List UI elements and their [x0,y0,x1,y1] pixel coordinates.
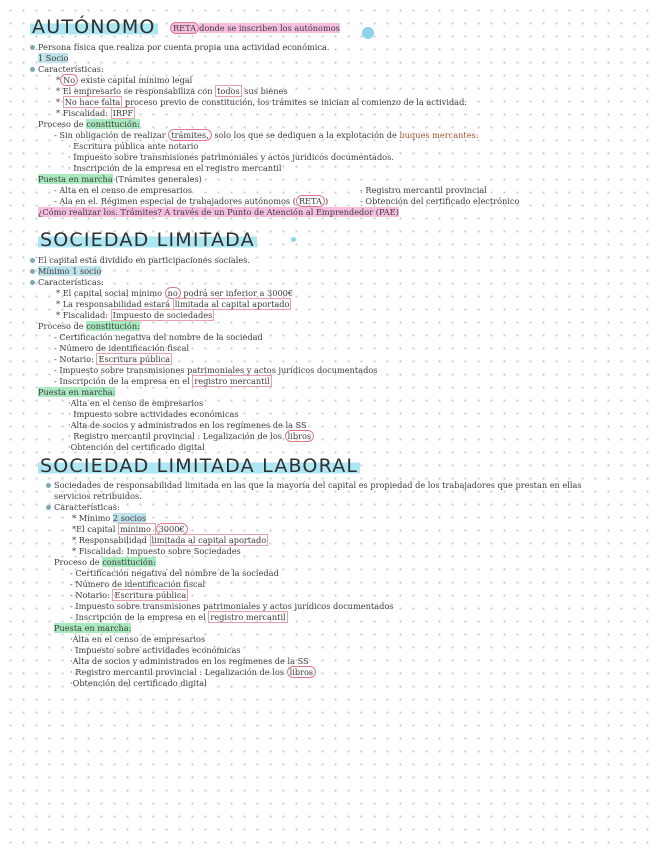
sl-char-2: * La responsabilidad estará limitada al capital aportado [56,299,290,309]
sll-proceso: Proceso de constitución: [54,557,156,567]
sll-marcha-1: ·Alta en el censo de empresarios [70,634,206,644]
autonomo-marcha-1: - Alta en el censo de empresarios [54,185,192,195]
sl-puesta-marcha: Puesta en marcha: [38,387,116,397]
sll-proc-4: - Impuesto sobre transmisiones patrimoniales y actos jurídicos documentados [70,601,394,611]
autonomo-char-4: * Fiscalidad: IRPF [56,108,134,118]
sl-proceso: Proceso de constitución: [38,321,140,331]
sll-definition-1: Sociedades de responsabilidad limitada en las que la mayoría del capital es propiedad de los trabajadores que prestan en ellas [46,480,582,490]
sll-marcha-3: ·Alta de socios y administrados en los regímenes de la SS [70,656,309,666]
autonomo-proc-4: · Inscripción de la empresa en el registro mercantil [68,163,282,173]
autonomo-proc-3: · Impuesto sobre transmisiones patrimoniales y actos jurídicos documentados. [68,152,394,162]
autonomo-marcha-2: - Ala en el. Régimen especial de trabajadores autónomos ( RETA ) [54,196,329,206]
sl-marcha-5: ·Obtención del certificado digital [68,442,205,452]
sll-char-1: * Mínimo 2 socios [72,513,147,523]
sll-title [38,455,360,477]
autonomo-caracteristicas: Características: [30,64,104,74]
sll-char-2: *El capital mínimo 3000€ [72,524,188,534]
sl-marcha-2: · Impuesto sobre actividades económicas [68,409,239,419]
autonomo-proceso: Proceso de constitución: [38,119,140,129]
sl-title [38,229,257,251]
sl-proc-4: - Impuesto sobre transmisiones patrimoniales y actos jurídicos documentados [54,365,378,375]
sl-socios: Mínimo 1 socio [30,266,101,276]
autonomo-char-3: * No hace falta proceso previo de constitución, los trámites se inician al comienzo de la actividad. [56,97,467,107]
sll-proc-3: - Notario: Escritura pública [70,590,187,600]
sl-char-1: * El capital social mínimo no podrá ser inferior a 3000€ [56,288,294,298]
sll-proc-1: - Certificación negativa del nombre de la sociedad [70,568,279,578]
autonomo-definition: Persona física que realiza por cuenta propia una actividad económica. [30,42,329,52]
sl-proc-5: - Inscripción de la empresa en el registro mercantil [54,376,270,386]
sl-proc-2: - Número de identificación fiscal [54,343,190,353]
reta-description: donde se inscriben los autónomos [199,23,340,33]
sll-title-text: SOCIEDAD LIMITADA LABORAL [40,455,359,477]
sl-title-text: SOCIEDAD LIMITADA [40,229,255,251]
sl-marcha-3: ·Alta de socios y administrados en los regímenes de la SS [68,420,307,430]
sll-caracteristicas: Características: [46,502,120,512]
sl-proc-3: - Notario: Escritura pública [54,354,171,364]
autonomo-puesta-marcha: Puesta en marcha (Trámites generales) [38,174,202,184]
decor-dot [362,27,374,39]
autonomo-title-text: AUTÓNOMO [32,16,156,38]
sll-marcha-4: · Registro mercantil provincial : Legalización de los libros [70,667,316,677]
decor-dot [291,237,296,242]
sll-proc-5: - Inscripción de la empresa en el registro mercantil [70,612,286,622]
sll-definition-2: servicios retribuidos. [54,491,142,501]
sll-char-4: * Fiscalidad: Impuesto sobre Sociedades [72,546,241,556]
autonomo-title [30,16,158,38]
sll-marcha-2: · Impuesto sobre actividades económicas [70,645,241,655]
sl-marcha-1: ·Alta en el censo de empresarios [68,398,204,408]
reta-note [170,23,340,33]
autonomo-char-1: * No existe capital mínimo legal [56,75,193,85]
sll-char-3: * Responsabilidad limitada al capital aportado [72,535,267,545]
sl-marcha-4: · Registro mercantil provincial : Legalización de los libros [68,431,314,441]
autonomo-marcha-2r: - Obtención del certificado electrónico [360,196,520,206]
autonomo-marcha-1r: - Registro mercantil provincial [360,185,487,195]
autonomo-proc-2: · Escritura pública ante notario [68,141,199,151]
sl-caracteristicas: Características: [30,277,104,287]
autonomo-proc-1: - Sin obligación de realizar trámites, solo los que se dediquen a la explotación de buques mercantes: [54,130,479,140]
sll-proc-2: - Número de identificación fiscal [70,579,206,589]
sl-proc-1: - Certificación negativa del nombre de la sociedad [54,332,263,342]
reta-badge: RETA [170,22,199,34]
sl-char-3: * Fiscalidad: Impuesto de sociedades [56,310,213,320]
sll-marcha-5: ·Obtención del certificado digital [70,678,207,688]
sl-definition: El capital está dividido en participaciones sociales. [30,255,250,265]
autonomo-char-2: * El empresario se responsabiliza con todos sus bienes [56,86,288,96]
autonomo-socios: 1 Socio [38,53,69,63]
sll-puesta-marcha: Puesta en marcha: [54,623,132,633]
autonomo-pae-question: ¿Cómo realizar los. Trámites? A través de un Punto de Atención al Emprendedor (PAE) [38,207,399,217]
